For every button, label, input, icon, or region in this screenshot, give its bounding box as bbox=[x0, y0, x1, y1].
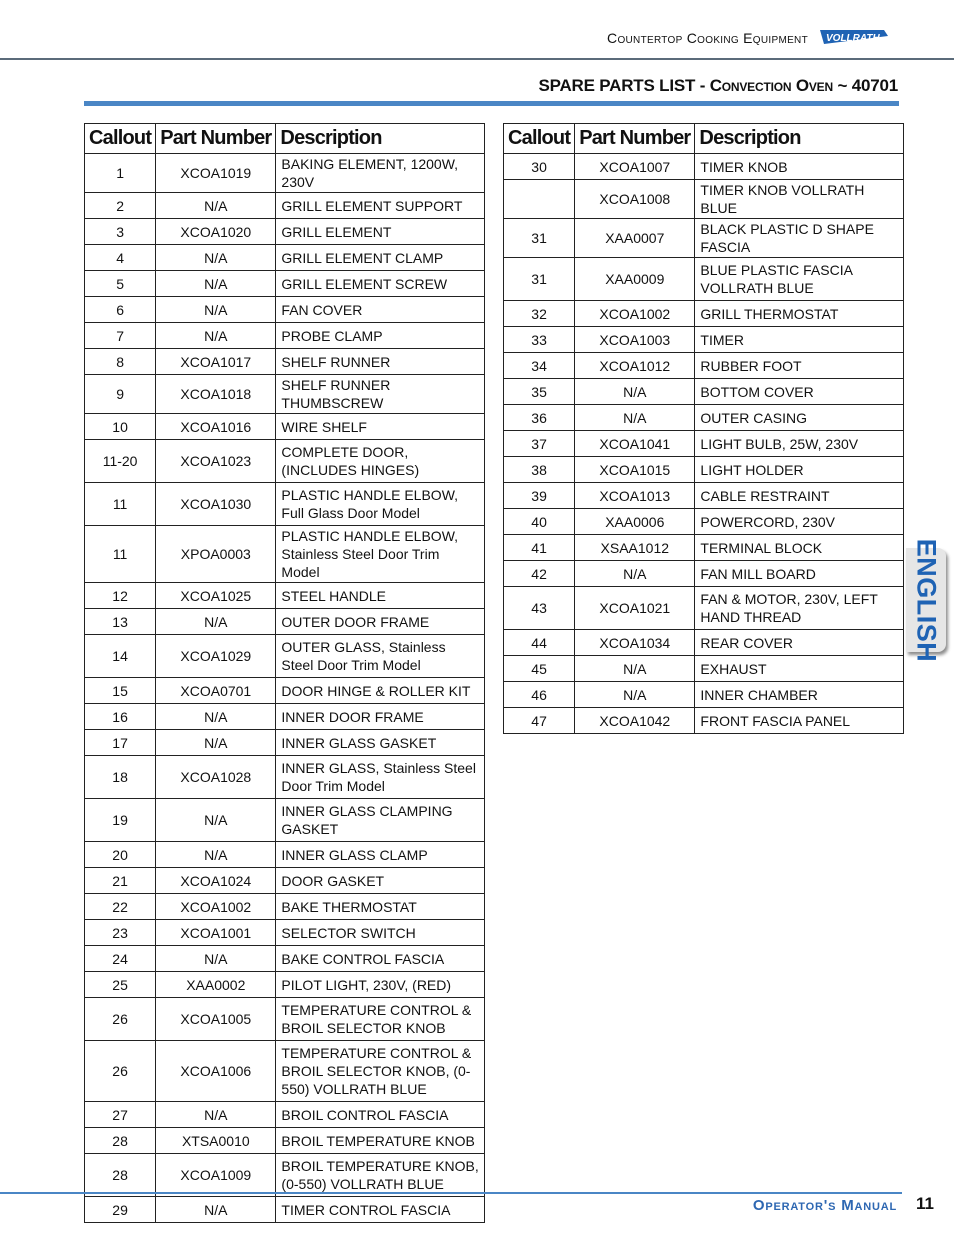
description-cell: SHELF RUNNER THUMBSCREW bbox=[276, 375, 485, 414]
description-cell: RUBBER FOOT bbox=[695, 353, 904, 379]
description-cell: SHELF RUNNER bbox=[276, 349, 485, 375]
table-row bbox=[85, 1197, 485, 1223]
description-cell: OUTER CASING bbox=[695, 405, 904, 431]
language-tab-label: ENGLISH bbox=[911, 538, 942, 662]
callout-cell: 30 bbox=[504, 154, 575, 180]
vollrath-logo bbox=[818, 27, 890, 47]
description-cell: OUTER GLASS, Stainless Steel Door Trim Model bbox=[276, 635, 485, 678]
table-row bbox=[85, 349, 485, 375]
part-number-cell: XAA0002 bbox=[156, 972, 276, 998]
part-number-cell: XCOA1025 bbox=[156, 583, 276, 609]
description-cell: TIMER CONTROL FASCIA bbox=[276, 1197, 485, 1223]
language-tab bbox=[906, 538, 946, 662]
description-cell: PLASTIC HANDLE ELBOW, Stainless Steel Door Trim Model bbox=[276, 526, 485, 583]
description-cell: INNER GLASS CLAMPING GASKET bbox=[276, 799, 485, 842]
part-number-cell: N/A bbox=[575, 405, 695, 431]
description-cell: DOOR HINGE & ROLLER KIT bbox=[276, 678, 485, 704]
description-cell: SELECTOR SWITCH bbox=[276, 920, 485, 946]
table-row bbox=[85, 440, 485, 483]
footer-manual-title: Operator's Manual bbox=[752, 1197, 897, 1214]
table-row bbox=[85, 920, 485, 946]
table-row bbox=[85, 972, 485, 998]
part-number-cell: XCOA1013 bbox=[575, 483, 695, 509]
callout-cell: 41 bbox=[504, 535, 575, 561]
part-number-cell: N/A bbox=[156, 297, 276, 323]
table-row bbox=[85, 1128, 485, 1154]
callout-cell: 16 bbox=[85, 704, 156, 730]
part-number-cell: XCOA1034 bbox=[575, 630, 695, 656]
callout-cell: 21 bbox=[85, 868, 156, 894]
callout-cell: 33 bbox=[504, 327, 575, 353]
description-cell: GRILL ELEMENT SUPPORT bbox=[276, 193, 485, 219]
description-cell: BLACK PLASTIC D SHAPE FASCIA bbox=[695, 219, 904, 258]
part-number-cell: N/A bbox=[575, 379, 695, 405]
callout-cell: 39 bbox=[504, 483, 575, 509]
parts-table-right bbox=[503, 123, 904, 734]
table-row bbox=[85, 154, 485, 193]
description-cell: INNER GLASS, Stainless Steel Door Trim Model bbox=[276, 756, 485, 799]
callout-cell: 43 bbox=[504, 587, 575, 630]
description-cell: STEEL HANDLE bbox=[276, 583, 485, 609]
description-cell: GRILL ELEMENT bbox=[276, 219, 485, 245]
part-number-cell: XCOA1002 bbox=[575, 301, 695, 327]
table-row bbox=[504, 656, 904, 682]
callout-cell: 11 bbox=[85, 526, 156, 583]
description-cell: TERMINAL BLOCK bbox=[695, 535, 904, 561]
part-number-cell: XSAA1012 bbox=[575, 535, 695, 561]
table-row bbox=[85, 842, 485, 868]
description-cell: EXHAUST bbox=[695, 656, 904, 682]
description-cell: FAN COVER bbox=[276, 297, 485, 323]
table-header-row bbox=[85, 124, 485, 154]
column-header-callout: Callout bbox=[504, 124, 575, 154]
table-row bbox=[504, 405, 904, 431]
part-number-cell: XPOA0003 bbox=[156, 526, 276, 583]
description-cell: GRILL ELEMENT CLAMP bbox=[276, 245, 485, 271]
table-row bbox=[85, 998, 485, 1041]
part-number-cell: XCOA1003 bbox=[575, 327, 695, 353]
description-cell: BAKE CONTROL FASCIA bbox=[276, 946, 485, 972]
part-number-cell: XCOA1017 bbox=[156, 349, 276, 375]
callout-cell: 3 bbox=[85, 219, 156, 245]
table-row bbox=[85, 946, 485, 972]
callout-cell: 27 bbox=[85, 1102, 156, 1128]
part-number-cell: XAA0009 bbox=[575, 258, 695, 301]
page-number: 11 bbox=[916, 1194, 934, 1213]
table-row bbox=[85, 609, 485, 635]
header-rule bbox=[0, 58, 954, 60]
callout-cell: 11-20 bbox=[85, 440, 156, 483]
header-section-title: Countertop Cooking Equipment bbox=[607, 30, 808, 46]
description-cell: PROBE CLAMP bbox=[276, 323, 485, 349]
table-row bbox=[504, 180, 904, 219]
table-row bbox=[85, 1154, 485, 1197]
part-number-cell: XCOA1012 bbox=[575, 353, 695, 379]
part-number-cell: XCOA1024 bbox=[156, 868, 276, 894]
description-cell: WIRE SHELF bbox=[276, 414, 485, 440]
part-number-cell: N/A bbox=[575, 682, 695, 708]
part-number-cell: N/A bbox=[156, 609, 276, 635]
callout-cell: 29 bbox=[85, 1197, 156, 1223]
callout-cell: 46 bbox=[504, 682, 575, 708]
callout-cell: 6 bbox=[85, 297, 156, 323]
description-cell: REAR COVER bbox=[695, 630, 904, 656]
table-row bbox=[85, 1041, 485, 1102]
description-cell: PILOT LIGHT, 230V, (RED) bbox=[276, 972, 485, 998]
table-row bbox=[504, 630, 904, 656]
column-header-part-number: Part Number bbox=[575, 124, 695, 154]
callout-cell: 8 bbox=[85, 349, 156, 375]
description-cell: COMPLETE DOOR, (INCLUDES HINGES) bbox=[276, 440, 485, 483]
callout-cell: 28 bbox=[85, 1128, 156, 1154]
table-row bbox=[85, 583, 485, 609]
callout-cell: 36 bbox=[504, 405, 575, 431]
table-row bbox=[504, 587, 904, 630]
column-header-part-number: Part Number bbox=[156, 124, 276, 154]
title-model: ~ 40701 bbox=[832, 76, 898, 95]
table-row bbox=[85, 414, 485, 440]
description-cell: TEMPERATURE CONTROL & BROIL SELECTOR KNOB bbox=[276, 998, 485, 1041]
table-row bbox=[504, 379, 904, 405]
description-cell: INNER GLASS CLAMP bbox=[276, 842, 485, 868]
callout-cell: 5 bbox=[85, 271, 156, 297]
callout-cell: 10 bbox=[85, 414, 156, 440]
table-row bbox=[85, 245, 485, 271]
description-cell: TIMER KNOB VOLLRATH BLUE bbox=[695, 180, 904, 219]
callout-cell: 13 bbox=[85, 609, 156, 635]
part-number-cell: N/A bbox=[156, 799, 276, 842]
part-number-cell: XCOA0701 bbox=[156, 678, 276, 704]
callout-cell: 20 bbox=[85, 842, 156, 868]
footer-rule bbox=[0, 1192, 902, 1194]
part-number-cell: XCOA1001 bbox=[156, 920, 276, 946]
description-cell: LIGHT BULB, 25W, 230V bbox=[695, 431, 904, 457]
description-cell: FAN & MOTOR, 230V, LEFT HAND THREAD bbox=[695, 587, 904, 630]
part-number-cell: N/A bbox=[575, 656, 695, 682]
description-cell: DOOR GASKET bbox=[276, 868, 485, 894]
table-row bbox=[85, 730, 485, 756]
description-cell: BROIL TEMPERATURE KNOB bbox=[276, 1128, 485, 1154]
table-row bbox=[85, 868, 485, 894]
callout-cell: 12 bbox=[85, 583, 156, 609]
part-number-cell: XCOA1007 bbox=[575, 154, 695, 180]
callout-cell: 22 bbox=[85, 894, 156, 920]
table-row bbox=[504, 483, 904, 509]
part-number-cell: XCOA1041 bbox=[575, 431, 695, 457]
part-number-cell: XAA0006 bbox=[575, 509, 695, 535]
parts-table-right-body bbox=[504, 154, 904, 734]
description-cell: CABLE RESTRAINT bbox=[695, 483, 904, 509]
part-number-cell: XCOA1002 bbox=[156, 894, 276, 920]
callout-cell: 31 bbox=[504, 219, 575, 258]
callout-cell: 23 bbox=[85, 920, 156, 946]
description-cell: BAKING ELEMENT, 1200W, 230V bbox=[276, 154, 485, 193]
table-row bbox=[504, 431, 904, 457]
callout-cell: 15 bbox=[85, 678, 156, 704]
table-row bbox=[85, 678, 485, 704]
table-row bbox=[85, 193, 485, 219]
table-row bbox=[85, 635, 485, 678]
callout-cell: 9 bbox=[85, 375, 156, 414]
part-number-cell: N/A bbox=[156, 245, 276, 271]
table-row bbox=[504, 509, 904, 535]
title-rule bbox=[84, 101, 899, 106]
description-cell: PLASTIC HANDLE ELBOW, Full Glass Door Model bbox=[276, 483, 485, 526]
part-number-cell: N/A bbox=[156, 946, 276, 972]
logo-text: VOLLRATH bbox=[826, 33, 880, 44]
table-row bbox=[504, 708, 904, 734]
parts-table-left-body bbox=[85, 154, 485, 1223]
table-row bbox=[504, 258, 904, 301]
callout-cell: 26 bbox=[85, 1041, 156, 1102]
part-number-cell: N/A bbox=[156, 193, 276, 219]
callout-cell: 31 bbox=[504, 258, 575, 301]
description-cell: INNER DOOR FRAME bbox=[276, 704, 485, 730]
callout-cell: 17 bbox=[85, 730, 156, 756]
table-header-row bbox=[504, 124, 904, 154]
description-cell: TIMER bbox=[695, 327, 904, 353]
callout-cell: 2 bbox=[85, 193, 156, 219]
part-number-cell: XCOA1006 bbox=[156, 1041, 276, 1102]
description-cell: OUTER DOOR FRAME bbox=[276, 609, 485, 635]
callout-cell: 47 bbox=[504, 708, 575, 734]
part-number-cell: N/A bbox=[156, 323, 276, 349]
description-cell: INNER GLASS GASKET bbox=[276, 730, 485, 756]
table-row bbox=[504, 682, 904, 708]
callout-cell: 44 bbox=[504, 630, 575, 656]
callout-cell: 25 bbox=[85, 972, 156, 998]
table-row bbox=[85, 526, 485, 583]
part-number-cell: XCOA1005 bbox=[156, 998, 276, 1041]
table-row bbox=[504, 561, 904, 587]
description-cell: INNER CHAMBER bbox=[695, 682, 904, 708]
part-number-cell: XCOA1023 bbox=[156, 440, 276, 483]
part-number-cell: N/A bbox=[156, 1197, 276, 1223]
callout-cell: 37 bbox=[504, 431, 575, 457]
part-number-cell: XCOA1009 bbox=[156, 1154, 276, 1197]
part-number-cell: XCOA1028 bbox=[156, 756, 276, 799]
column-header-callout: Callout bbox=[85, 124, 156, 154]
description-cell: BLUE PLASTIC FASCIA VOLLRATH BLUE bbox=[695, 258, 904, 301]
column-header-description: Description bbox=[276, 124, 485, 154]
page-title bbox=[538, 76, 898, 96]
part-number-cell: XAA0007 bbox=[575, 219, 695, 258]
parts-table-left bbox=[84, 123, 485, 1223]
table-row bbox=[85, 375, 485, 414]
description-cell: POWERCORD, 230V bbox=[695, 509, 904, 535]
part-number-cell: XCOA1015 bbox=[575, 457, 695, 483]
callout-cell: 19 bbox=[85, 799, 156, 842]
callout-cell: 26 bbox=[85, 998, 156, 1041]
part-number-cell: XCOA1016 bbox=[156, 414, 276, 440]
callout-cell: 45 bbox=[504, 656, 575, 682]
description-cell: TIMER KNOB bbox=[695, 154, 904, 180]
title-subject: Convection Oven bbox=[709, 76, 833, 95]
callout-cell: 7 bbox=[85, 323, 156, 349]
table-row bbox=[504, 327, 904, 353]
title-main: SPARE PARTS LIST - bbox=[538, 76, 710, 95]
part-number-cell: N/A bbox=[156, 730, 276, 756]
callout-cell: 38 bbox=[504, 457, 575, 483]
part-number-cell: XCOA1042 bbox=[575, 708, 695, 734]
table-row bbox=[85, 799, 485, 842]
part-number-cell: XCOA1008 bbox=[575, 180, 695, 219]
table-row bbox=[85, 271, 485, 297]
part-number-cell: XCOA1030 bbox=[156, 483, 276, 526]
column-header-description: Description bbox=[695, 124, 904, 154]
callout-cell: 11 bbox=[85, 483, 156, 526]
callout-cell: 34 bbox=[504, 353, 575, 379]
callout-cell: 18 bbox=[85, 756, 156, 799]
part-number-cell: XCOA1021 bbox=[575, 587, 695, 630]
table-row bbox=[85, 1102, 485, 1128]
description-cell: FAN MILL BOARD bbox=[695, 561, 904, 587]
table-row bbox=[85, 756, 485, 799]
callout-cell: 35 bbox=[504, 379, 575, 405]
callout-cell: 24 bbox=[85, 946, 156, 972]
callout-cell: 28 bbox=[85, 1154, 156, 1197]
part-number-cell: N/A bbox=[156, 1102, 276, 1128]
part-number-cell: XTSA0010 bbox=[156, 1128, 276, 1154]
description-cell: BROIL TEMPERATURE KNOB, (0-550) VOLLRATH BLUE bbox=[276, 1154, 485, 1197]
table-row bbox=[85, 704, 485, 730]
table-row bbox=[504, 353, 904, 379]
callout-cell: 1 bbox=[85, 154, 156, 193]
table-row bbox=[504, 219, 904, 258]
description-cell: BAKE THERMOSTAT bbox=[276, 894, 485, 920]
callout-cell: 4 bbox=[85, 245, 156, 271]
table-row bbox=[85, 297, 485, 323]
description-cell: GRILL ELEMENT SCREW bbox=[276, 271, 485, 297]
description-cell: GRILL THERMOSTAT bbox=[695, 301, 904, 327]
callout-cell: 14 bbox=[85, 635, 156, 678]
part-number-cell: N/A bbox=[156, 842, 276, 868]
table-row bbox=[85, 894, 485, 920]
table-row bbox=[504, 457, 904, 483]
description-cell: TEMPERATURE CONTROL & BROIL SELECTOR KNOB, (0-550) VOLLRATH BLUE bbox=[276, 1041, 485, 1102]
table-row bbox=[85, 323, 485, 349]
part-number-cell: XCOA1020 bbox=[156, 219, 276, 245]
description-cell: FRONT FASCIA PANEL bbox=[695, 708, 904, 734]
table-row bbox=[85, 219, 485, 245]
part-number-cell: XCOA1029 bbox=[156, 635, 276, 678]
part-number-cell: N/A bbox=[156, 704, 276, 730]
part-number-cell: N/A bbox=[575, 561, 695, 587]
table-row bbox=[504, 301, 904, 327]
table-row bbox=[85, 483, 485, 526]
part-number-cell: XCOA1018 bbox=[156, 375, 276, 414]
callout-cell: 42 bbox=[504, 561, 575, 587]
table-row bbox=[504, 154, 904, 180]
callout-cell: 40 bbox=[504, 509, 575, 535]
description-cell: BROIL CONTROL FASCIA bbox=[276, 1102, 485, 1128]
part-number-cell: N/A bbox=[156, 271, 276, 297]
part-number-cell: XCOA1019 bbox=[156, 154, 276, 193]
description-cell: BOTTOM COVER bbox=[695, 379, 904, 405]
callout-cell bbox=[504, 180, 575, 219]
description-cell: LIGHT HOLDER bbox=[695, 457, 904, 483]
table-row bbox=[504, 535, 904, 561]
callout-cell: 32 bbox=[504, 301, 575, 327]
